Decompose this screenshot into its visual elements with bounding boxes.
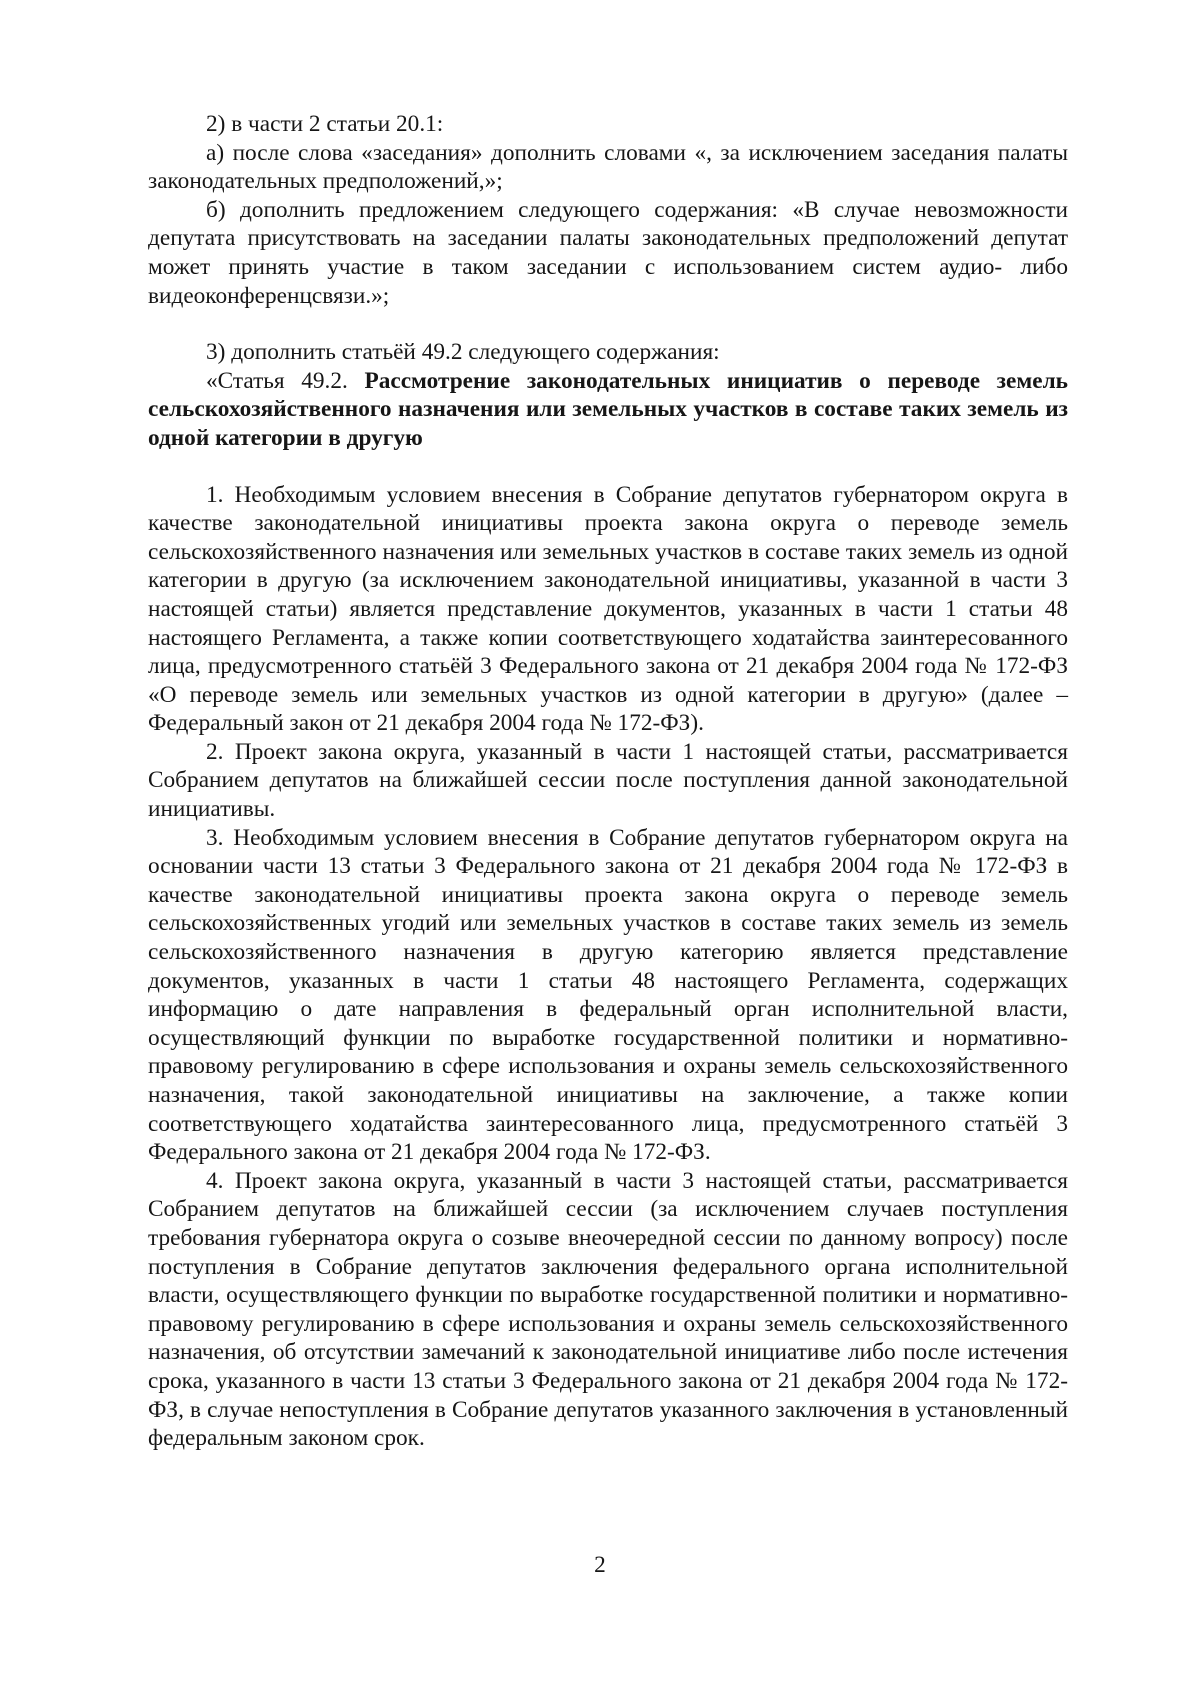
- item-3-intro: 3) дополнить статьёй 49.2 следующего содержания:: [206, 339, 720, 366]
- document-page: [148, 110, 1068, 1453]
- article-heading-title: Рассмотрение законодательных инициатив о переводе земель сельскохозяйственного назначения или земельных участков в составе таких земель из одной категории в другую: [148, 367, 1068, 451]
- article-part-3: 3. Необходимым условием внесения в Собрание депутатов губернатором округа на основании части 13 статьи 3 Федерального закона от 21 декабря 2004 года № 172-ФЗ в качестве законодательной инициативы проекта закона округа о переводе земель сельскохозяйственных угодий или земельных участков в составе таких земель из земель сельскохозяйственного назначения в другую категорию является представление документов, указанных в части 1 статьи 48 настоящего Регламента, содержащих информацию о дате направления в федеральный орган исполнительной власти, осуществляющий функции по выработке государственной политики и нормативно-правовому регулированию в сфере использования и охраны земель сельскохозяйственного назначения, такой законодательной инициативы на заключение, а также копии соответствующего ходатайства заинтересованного лица, предусмотренного статьёй 3 Федерального закона от 21 декабря 2004 года № 172-ФЗ.: [148, 824, 1068, 1166]
- item-2-subitem-a: а) после слова «заседания» дополнить словами «, за исключением заседания палаты законодательных предположений,»;: [148, 139, 1068, 195]
- item-2-intro: 2) в части 2 статьи 20.1:: [206, 111, 444, 137]
- article-part-4: 4. Проект закона округа, указанный в части 3 настоящей статьи, рассматривается Собранием депутатов на ближайшей сессии (за исключением случаев поступления требования губернатора округа о созыве внеочередной сессии по данному вопросу) после поступления в Собрание депутатов заключения федерального органа исполнительной власти, осуществляющего функции по выработке государственной политики и нормативно-правовому регулированию в сфере использования и охраны земель сельскохозяйственного назначения, об отсутствии замечаний к законодательной инициативе либо после истечения срока, указанного в части 13 статьи 3 Федерального закона от 21 декабря 2004 года № 172-ФЗ, в случае непоступления в Собрание депутатов указанного заключения в установленный федеральным законом срок.: [148, 1167, 1068, 1452]
- article-49-2-heading: [148, 367, 1068, 453]
- page-number: 2: [594, 1552, 606, 1578]
- paragraph-gap: [148, 310, 1068, 338]
- article-part-1: 1. Необходимым условием внесения в Собрание депутатов губернатором округа в качестве законодательной инициативы проекта закона округа о переводе земель сельскохозяйственного назначения или земельных участков в составе таких земель из одной категории в другую (за исключением законодательной инициативы, указанной в части 3 настоящей статьи) является представление документов, указанных в части 1 статьи 48 настоящего Регламента, а также копии соответствующего ходатайства заинтересованного лица, предусмотренного статьёй 3 Федерального закона от 21 декабря 2004 года № 172-ФЗ «О переводе земель или земельных участков из одной категории в другую» (далее – Федеральный закон от 21 декабря 2004 года № 172-ФЗ).: [148, 481, 1068, 737]
- article-part-2: 2. Проект закона округа, указанный в части 1 настоящей статьи, рассматривается Собранием депутатов на ближайшей сессии после поступления данной законодательной инициативы.: [148, 738, 1068, 823]
- item-2-subitem-b: б) дополнить предложением следующего содержания: «В случае невозможности депутата присутствовать на заседании палаты законодательных предположений депутат может принять участие в таком заседании с использованием систем аудио- либо видеоконференцсвязи.»;: [148, 196, 1068, 309]
- article-heading-prefix: «Статья 49.2.: [206, 367, 365, 394]
- paragraph-gap: [148, 453, 1068, 481]
